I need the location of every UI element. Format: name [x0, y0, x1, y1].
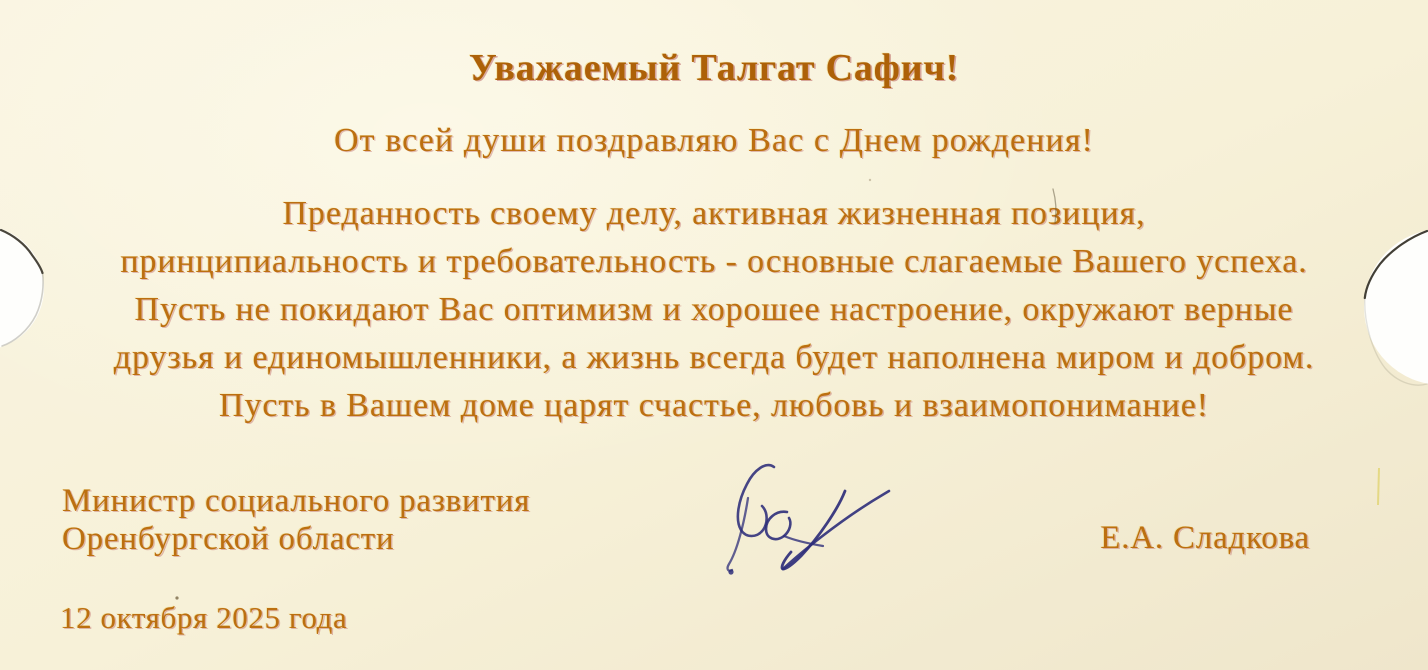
- body-paragraph: [0, 190, 1428, 430]
- signer-name: Е.А. Сладкова: [1100, 520, 1310, 556]
- official-post-block: [62, 482, 530, 558]
- salutation-line: Уважаемый Талгат Сафич!: [468, 47, 960, 89]
- greeting-line: От всей души поздравляю Вас с Днем рождения!: [334, 122, 1094, 159]
- speck-artifact: [869, 179, 871, 181]
- official-post-line1: Министр социального развития: [62, 483, 531, 519]
- body-line: Пусть не покидают Вас оптимизм и хорошее настроение, окружают верные: [134, 291, 1294, 328]
- body-line: принципиальность и требовательность - основные слагаемые Вашего успеха.: [120, 243, 1308, 280]
- official-post-line2: Оренбургской области: [62, 521, 395, 557]
- body-line: Преданность своему делу, активная жизненная позиция,: [282, 195, 1146, 232]
- body-line: Пусть в Вашем доме царят счастье, любовь и взаимопонимание!: [219, 387, 1209, 424]
- handwritten-signature: [728, 465, 889, 574]
- date-line: 12 октября 2025 года: [60, 600, 348, 635]
- yellow-streak-artifact: [1378, 468, 1379, 505]
- body-line: друзья и единомышленники, а жизнь всегда будет наполнена миром и добром.: [113, 339, 1315, 376]
